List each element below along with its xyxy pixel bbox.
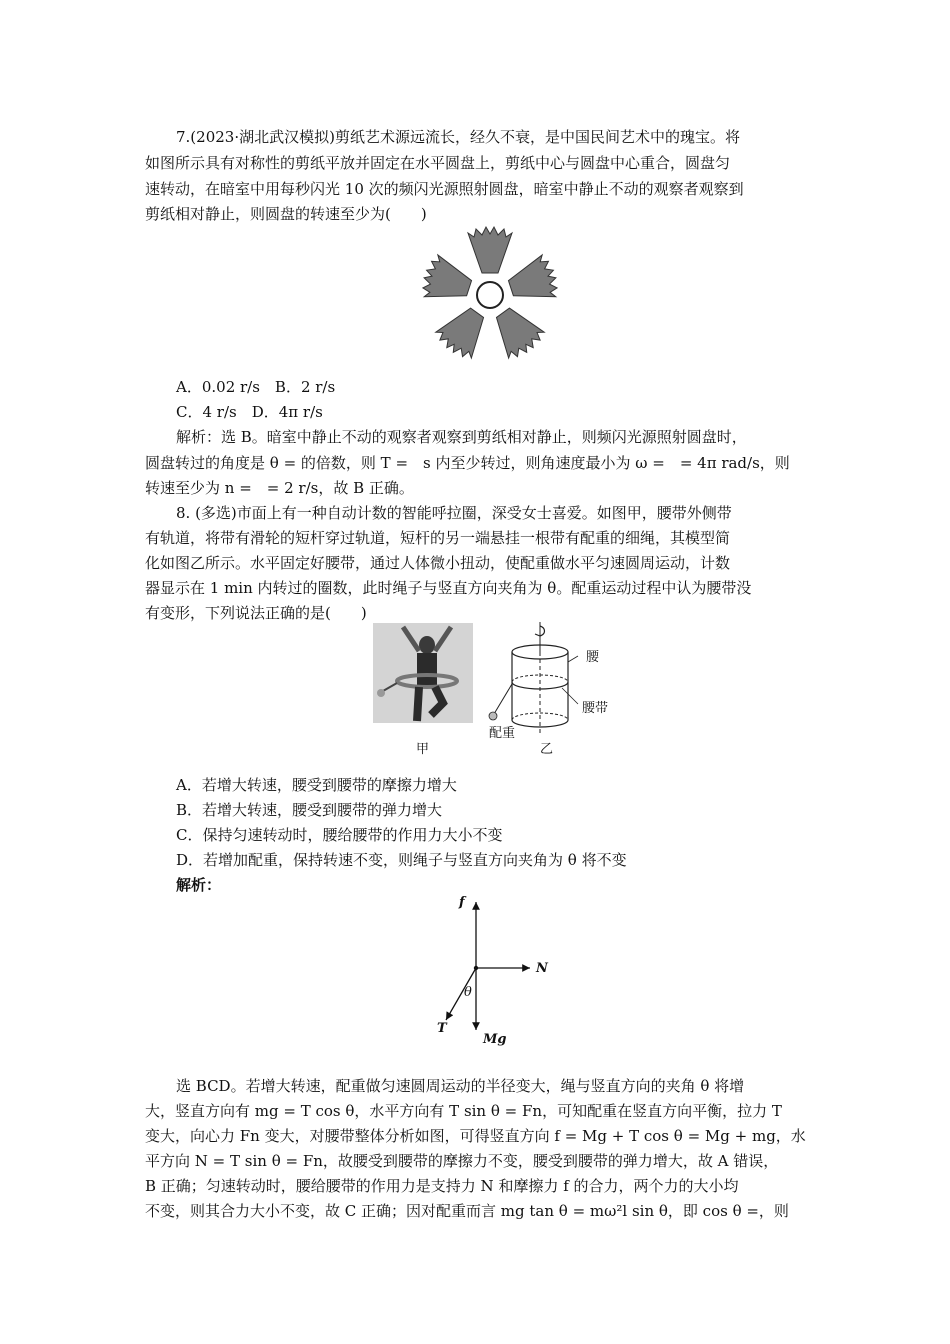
q8-option-a: A．若增大转速，腰受到腰带的摩擦力增大 [176,776,457,794]
q7-option-cd: C．4 r/s D．4π r/s [176,403,323,421]
q7-line-4: 剪纸相对静止，则圆盘的转速至少为( ) [145,205,427,223]
hula-hoop-photo [373,623,473,723]
fig-label-yi: 乙 [540,742,554,757]
q8-option-d: D．若增加配重，保持转速不变，则绳子与竖直方向夹角为 θ 将不变 [176,851,627,869]
papercut-figure [420,222,560,362]
q7-analysis-2: 圆盘转过的角度是 θ = 的倍数，则 T = s 内至少转过，则角速度最小为 ω = = 4π rad/s，则 [145,454,790,472]
q8-line-4: 器显示在 1 min 内转过的圈数，此时绳子与竖直方向夹角为 θ。配重运动过程中认为腰带没 [145,579,752,597]
q8-line-1: 8. (多选)市面上有一种自动计数的智能呼拉圈，深受女士喜爱。如图甲，腰带外侧带 [176,504,732,522]
q8-analysis-5: B 正确；匀速转动时，腰给腰带的作用力是支持力 N 和摩擦力 f 的合力，两个力的大小均 [145,1177,739,1195]
force-label-theta: θ [464,985,472,1000]
force-label-N: N [536,961,548,976]
fig-label-peizhong: 配重 [489,726,516,741]
q8-analysis-4: 平方向 N = T sin θ = Fn，故腰受到腰带的摩擦力不变，腰受到腰带的弹力增大，故 A 错误， [145,1152,779,1170]
q7-analysis-3: 转速至少为 n = = 2 r/s，故 B 正确。 [145,479,414,497]
q8-analysis-6: 不变，则其合力大小不变，故 C 正确；因对配重而言 mg tan θ = mω²l sin θ，即 cos θ =，则 [145,1202,789,1220]
waist-model-diagram [482,622,582,734]
q8-analysis-2: 大，竖直方向有 mg = T cos θ，水平方向有 T sin θ = Fn，可知配重在竖直方向平衡，拉力 T [145,1102,782,1120]
q8-option-c: C．保持匀速转动时，腰给腰带的作用力大小不变 [176,826,503,844]
q7-line-2: 如图所示具有对称性的剪纸平放并固定在水平圆盘上，剪纸中心与圆盘中心重合，圆盘匀 [145,154,731,172]
q7-line-1: 7.(2023·湖北武汉模拟)剪纸艺术源远流长，经久不衰，是中国民间艺术中的瑰宝。将 [176,128,740,146]
force-label-f: f [459,895,465,910]
q8-option-b: B．若增大转速，腰受到腰带的弹力增大 [176,801,443,819]
q8-line-2: 有轨道，将带有滑轮的短杆穿过轨道，短杆的另一端悬挂一根带有配重的细绳，其模型简 [145,529,731,547]
q8-line-3: 化如图乙所示。水平固定好腰带，通过人体微小扭动，使配重做水平匀速圆周运动，计数 [145,554,731,572]
q7-option-ab: A．0.02 r/s B．2 r/s [176,378,336,396]
fig-label-yao: 腰 [586,650,600,665]
q7-line-3: 速转动，在暗室中用每秒闪光 10 次的频闪光源照射圆盘，暗室中静止不动的观察者观察到 [145,180,744,198]
fig-label-yaodai: 腰带 [582,701,609,716]
q8-analysis-1: 选 BCD。若增大转速，配重做匀速圆周运动的半径变大，绳与竖直方向的夹角 θ 将增 [176,1077,745,1095]
q8-analysis-3: 变大，向心力 Fn 变大，对腰带整体分析如图，可得竖直方向 f = Mg + T cos θ = Mg + mg，水 [145,1127,806,1145]
q7-analysis-1: 解析：选 B。暗室中静止不动的观察者观察到剪纸相对静止，则频闪光源照射圆盘时， [176,428,747,446]
q8-line-5: 有变形，下列说法正确的是( ) [145,604,367,622]
q8-analysis-title: 解析： [176,876,222,894]
fig-label-jia: 甲 [416,742,430,757]
force-label-Mg: Mg [483,1032,507,1047]
force-label-T: T [437,1021,447,1036]
